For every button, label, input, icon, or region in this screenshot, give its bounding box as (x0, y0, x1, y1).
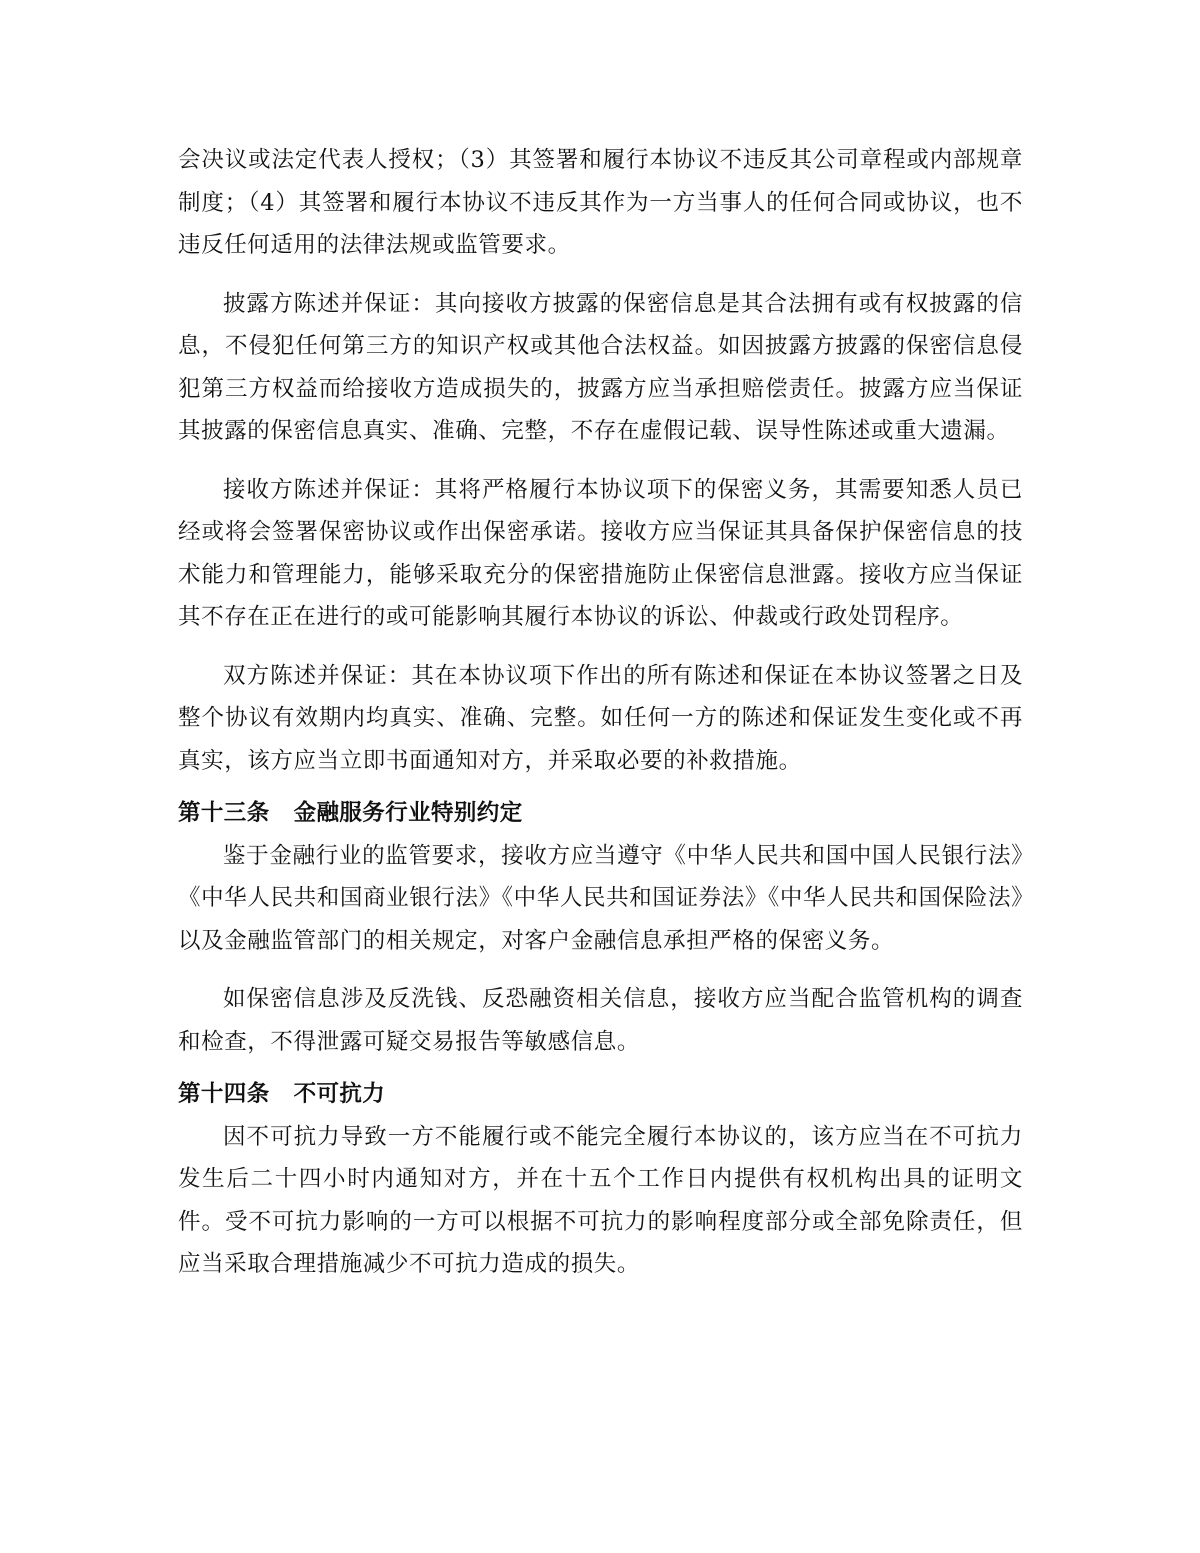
paragraph-continuation: 会决议或法定代表人授权；（3）其签署和履行本协议不违反其公司章程或内部规章制度；（4）其签署和履行本协议不违反其作为一方当事人的任何合同或协议，也不违反任何适用的法律法规或监管要求。 (178, 147, 1023, 258)
article-14-paragraph-1: 因不可抗力导致一方不能履行或不能完全履行本协议的，该方应当在不可抗力发生后二十四小时内通知对方，并在十五个工作日内提供有权机构出具的证明文件。受不可抗力影响的一方可以根据不可抗力的影响程度部分或全部免除责任，但应当采取合理措施减少不可抗力造成的损失。 (178, 1123, 1023, 1277)
article-13-title: 金融服务行业特别约定 (293, 800, 523, 826)
article-14-heading (178, 1073, 1023, 1116)
document-body (178, 139, 1023, 1302)
article-14-number: 第十四条 (178, 1081, 270, 1107)
paragraph-mutual-warranty: 双方陈述并保证：其在本协议项下作出的所有陈述和保证在本协议签署之日及整个协议有效期内均真实、准确、完整。如任何一方的陈述和保证发生变化或不再真实，该方应当立即书面通知对方，并采取必要的补救措施。 (178, 662, 1023, 774)
article-13-heading (178, 792, 1023, 835)
article-13-number: 第十三条 (178, 800, 270, 826)
paragraph-recipient-warranty: 接收方陈述并保证：其将严格履行本协议项下的保密义务，其需要知悉人员已经或将会签署保密协议或作出保密承诺。接收方应当保证其具备保护保密信息的技术能力和管理能力，能够采取充分的保密措施防止保密信息泄露。接收方应当保证其不存在正在进行的或可能影响其履行本协议的诉讼、仲裁或行政处罚程序。 (178, 476, 1023, 630)
article-14-title: 不可抗力 (293, 1081, 386, 1107)
paragraph-discloser-warranty: 披露方陈述并保证：其向接收方披露的保密信息是其合法拥有或有权披露的信息，不侵犯任何第三方的知识产权或其他合法权益。如因披露方披露的保密信息侵犯第三方权益而给接收方造成损失的，披露方应当承担赔偿责任。披露方应当保证其披露的保密信息真实、准确、完整，不存在虚假记载、误导性陈述或重大遗漏。 (178, 290, 1023, 444)
article-13-paragraph-1: 鉴于金融行业的监管要求，接收方应当遵守《中华人民共和国中国人民银行法》《中华人民共和国商业银行法》《中华人民共和国证券法》《中华人民共和国保险法》以及金融监管部门的相关规定，对客户金融信息承担严格的保密义务。 (178, 842, 1023, 954)
article-13-paragraph-2: 如保密信息涉及反洗钱、反恐融资相关信息，接收方应当配合监管机构的调查和检查，不得泄露可疑交易报告等敏感信息。 (178, 986, 1023, 1055)
